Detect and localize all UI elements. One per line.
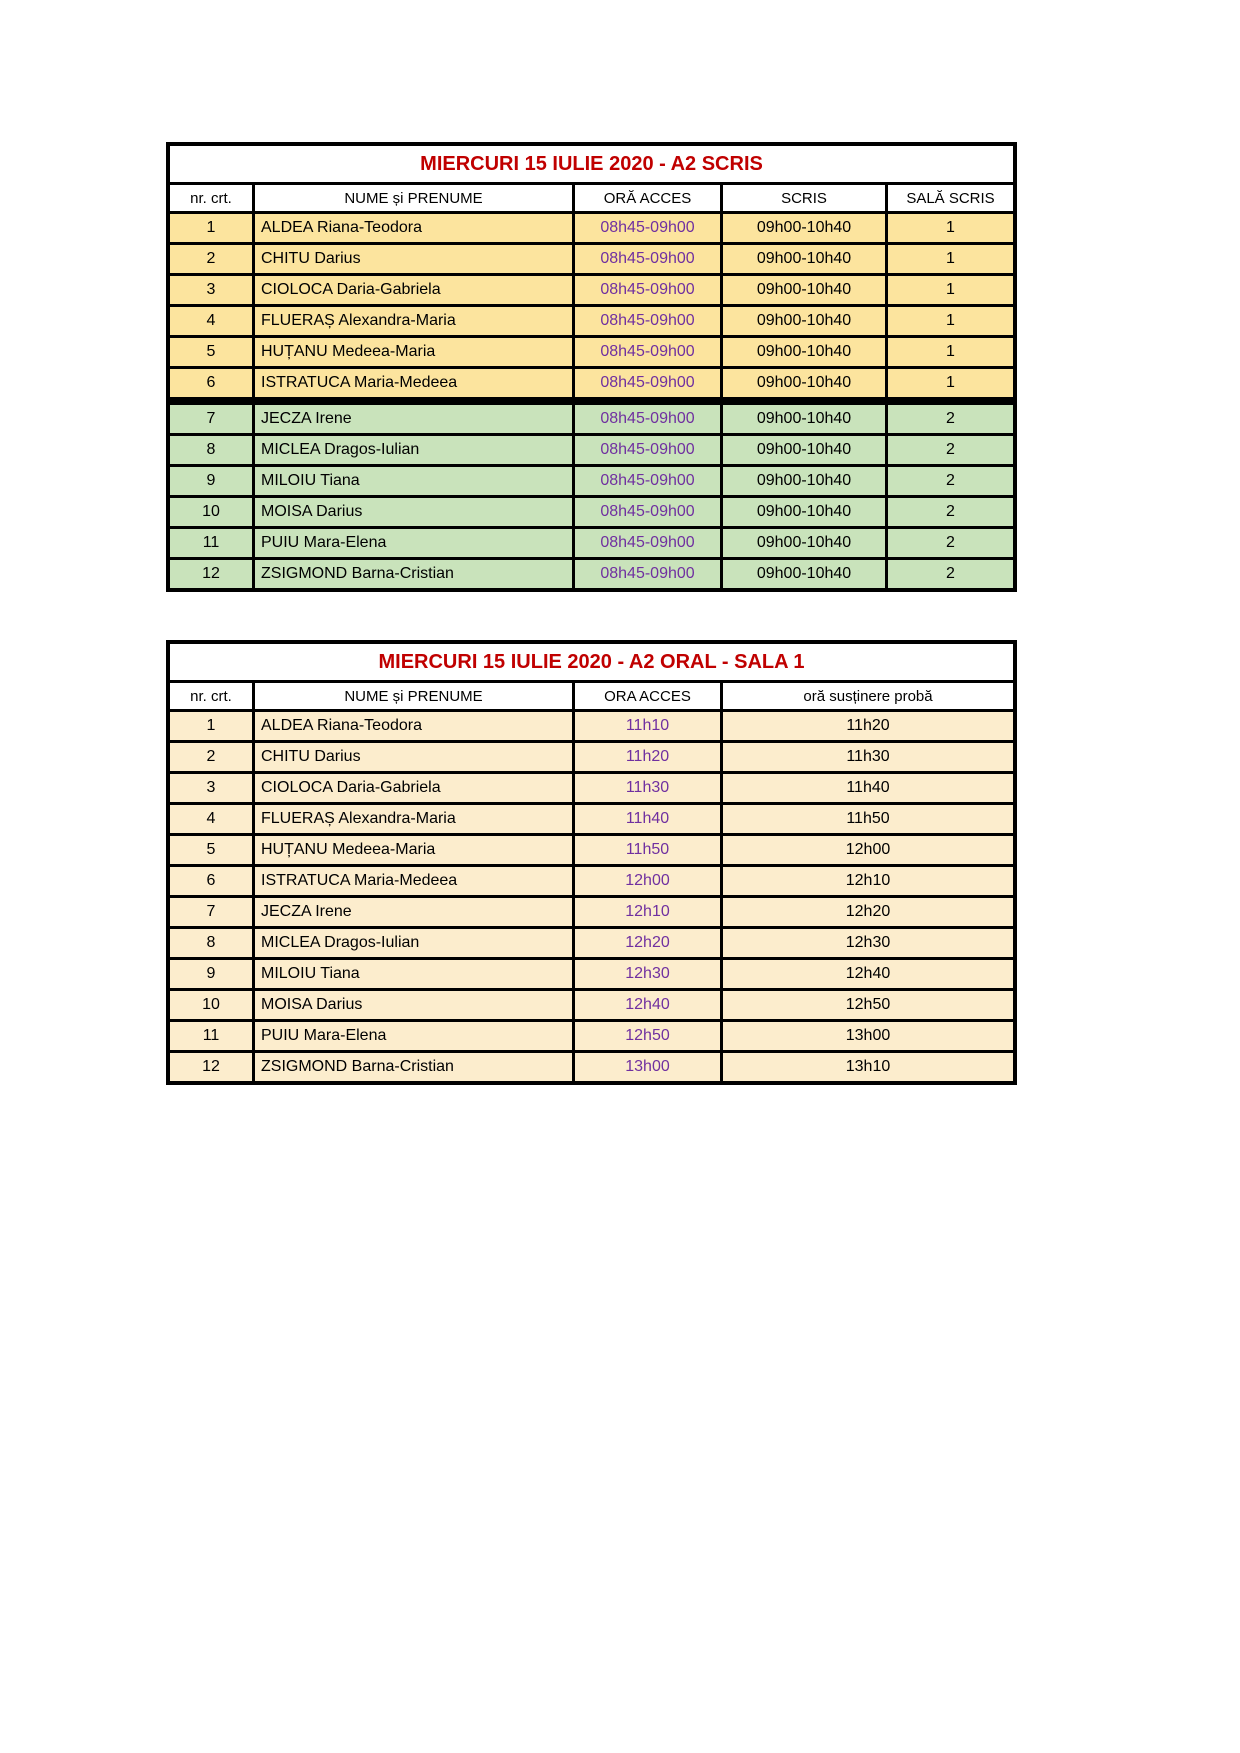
oral-exam-time: 11h50 — [723, 805, 1013, 833]
row-number: 9 — [170, 467, 252, 495]
student-name: CIOLOCA Daria-Gabriela — [255, 774, 572, 802]
header-nr-crt: nr. crt. — [170, 185, 252, 211]
oral-exam-time: 12h50 — [723, 991, 1013, 1019]
access-time: 08h45-09h00 — [575, 405, 720, 433]
oral-exam-time: 11h40 — [723, 774, 1013, 802]
student-name: JECZA Irene — [255, 898, 572, 926]
access-time: 12h10 — [575, 898, 720, 926]
written-exam-time: 09h00-10h40 — [723, 338, 885, 366]
row-number: 5 — [170, 836, 252, 864]
student-name: ISTRATUCA Maria-Medeea — [255, 369, 572, 397]
student-name: MOISA Darius — [255, 991, 572, 1019]
header-nume-prenume: NUME și PRENUME — [255, 185, 572, 211]
row-number: 3 — [170, 276, 252, 304]
room-number: 1 — [888, 307, 1013, 335]
oral-exam-time: 11h30 — [723, 743, 1013, 771]
access-time: 11h20 — [575, 743, 720, 771]
access-time: 12h40 — [575, 991, 720, 1019]
row-number: 3 — [170, 774, 252, 802]
access-time: 08h45-09h00 — [575, 467, 720, 495]
header-sala-scris: SALĂ SCRIS — [888, 185, 1013, 211]
student-name: MILOIU Tiana — [255, 467, 572, 495]
room-number: 2 — [888, 498, 1013, 526]
access-time: 08h45-09h00 — [575, 369, 720, 397]
access-time: 11h30 — [575, 774, 720, 802]
student-name: FLUERAȘ Alexandra-Maria — [255, 805, 572, 833]
row-number: 1 — [170, 214, 252, 242]
scris-table-title: MIERCURI 15 IULIE 2020 - A2 SCRIS — [170, 146, 1013, 182]
header-ora-acces: ORĂ ACCES — [575, 185, 720, 211]
access-time: 12h30 — [575, 960, 720, 988]
access-time: 08h45-09h00 — [575, 214, 720, 242]
access-time: 11h40 — [575, 805, 720, 833]
row-number: 1 — [170, 712, 252, 740]
student-name: PUIU Mara-Elena — [255, 529, 572, 557]
header-ora-acces: ORA ACCES — [575, 683, 720, 709]
row-number: 7 — [170, 405, 252, 433]
access-time: 12h20 — [575, 929, 720, 957]
written-exam-time: 09h00-10h40 — [723, 436, 885, 464]
row-number: 4 — [170, 307, 252, 335]
room-divider — [170, 400, 1013, 402]
written-exam-time: 09h00-10h40 — [723, 560, 885, 588]
room-number: 2 — [888, 467, 1013, 495]
written-exam-time: 09h00-10h40 — [723, 276, 885, 304]
scris-schedule-table — [166, 142, 1017, 592]
oral-table-title: MIERCURI 15 IULIE 2020 - A2 ORAL - SALA 1 — [170, 644, 1013, 680]
room-number: 2 — [888, 560, 1013, 588]
access-time: 08h45-09h00 — [575, 560, 720, 588]
written-exam-time: 09h00-10h40 — [723, 307, 885, 335]
oral-exam-time: 12h40 — [723, 960, 1013, 988]
row-number: 6 — [170, 369, 252, 397]
room-number: 1 — [888, 245, 1013, 273]
room-number: 2 — [888, 405, 1013, 433]
student-name: FLUERAȘ Alexandra-Maria — [255, 307, 572, 335]
access-time: 08h45-09h00 — [575, 529, 720, 557]
student-name: ISTRATUCA Maria-Medeea — [255, 867, 572, 895]
room-number: 1 — [888, 276, 1013, 304]
written-exam-time: 09h00-10h40 — [723, 245, 885, 273]
room-number: 1 — [888, 214, 1013, 242]
access-time: 08h45-09h00 — [575, 245, 720, 273]
row-number: 12 — [170, 1053, 252, 1081]
row-number: 6 — [170, 867, 252, 895]
room-number: 1 — [888, 338, 1013, 366]
row-number: 8 — [170, 929, 252, 957]
student-name: HUȚANU Medeea-Maria — [255, 338, 572, 366]
written-exam-time: 09h00-10h40 — [723, 405, 885, 433]
oral-exam-time: 12h30 — [723, 929, 1013, 957]
oral-exam-time: 12h20 — [723, 898, 1013, 926]
row-number: 2 — [170, 743, 252, 771]
row-number: 2 — [170, 245, 252, 273]
student-name: ALDEA Riana-Teodora — [255, 214, 572, 242]
student-name: PUIU Mara-Elena — [255, 1022, 572, 1050]
access-time: 08h45-09h00 — [575, 498, 720, 526]
written-exam-time: 09h00-10h40 — [723, 467, 885, 495]
written-exam-time: 09h00-10h40 — [723, 529, 885, 557]
room-number: 2 — [888, 436, 1013, 464]
student-name: ALDEA Riana-Teodora — [255, 712, 572, 740]
oral-exam-time: 12h00 — [723, 836, 1013, 864]
student-name: ZSIGMOND Barna-Cristian — [255, 1053, 572, 1081]
room-number: 2 — [888, 529, 1013, 557]
oral-exam-time: 12h10 — [723, 867, 1013, 895]
header-nume-prenume: NUME și PRENUME — [255, 683, 572, 709]
written-exam-time: 09h00-10h40 — [723, 498, 885, 526]
access-time: 12h50 — [575, 1022, 720, 1050]
student-name: ZSIGMOND Barna-Cristian — [255, 560, 572, 588]
student-name: HUȚANU Medeea-Maria — [255, 836, 572, 864]
row-number: 9 — [170, 960, 252, 988]
access-time: 08h45-09h00 — [575, 436, 720, 464]
header-nr-crt: nr. crt. — [170, 683, 252, 709]
row-number: 10 — [170, 991, 252, 1019]
access-time: 08h45-09h00 — [575, 276, 720, 304]
oral-exam-time: 13h00 — [723, 1022, 1013, 1050]
access-time: 13h00 — [575, 1053, 720, 1081]
oral-schedule-table — [166, 640, 1017, 1085]
written-exam-time: 09h00-10h40 — [723, 214, 885, 242]
student-name: MICLEA Dragos-Iulian — [255, 929, 572, 957]
student-name: CIOLOCA Daria-Gabriela — [255, 276, 572, 304]
row-number: 10 — [170, 498, 252, 526]
student-name: MILOIU Tiana — [255, 960, 572, 988]
row-number: 12 — [170, 560, 252, 588]
room-number: 1 — [888, 369, 1013, 397]
row-number: 5 — [170, 338, 252, 366]
oral-exam-time: 11h20 — [723, 712, 1013, 740]
access-time: 11h10 — [575, 712, 720, 740]
header-ora-sustinere-proba: oră susținere probă — [723, 683, 1013, 709]
header-scris: SCRIS — [723, 185, 885, 211]
student-name: CHITU Darius — [255, 743, 572, 771]
written-exam-time: 09h00-10h40 — [723, 369, 885, 397]
student-name: CHITU Darius — [255, 245, 572, 273]
access-time: 08h45-09h00 — [575, 338, 720, 366]
row-number: 11 — [170, 1022, 252, 1050]
student-name: MOISA Darius — [255, 498, 572, 526]
oral-exam-time: 13h10 — [723, 1053, 1013, 1081]
student-name: MICLEA Dragos-Iulian — [255, 436, 572, 464]
access-time: 12h00 — [575, 867, 720, 895]
access-time: 11h50 — [575, 836, 720, 864]
student-name: JECZA Irene — [255, 405, 572, 433]
row-number: 8 — [170, 436, 252, 464]
row-number: 11 — [170, 529, 252, 557]
row-number: 4 — [170, 805, 252, 833]
access-time: 08h45-09h00 — [575, 307, 720, 335]
row-number: 7 — [170, 898, 252, 926]
